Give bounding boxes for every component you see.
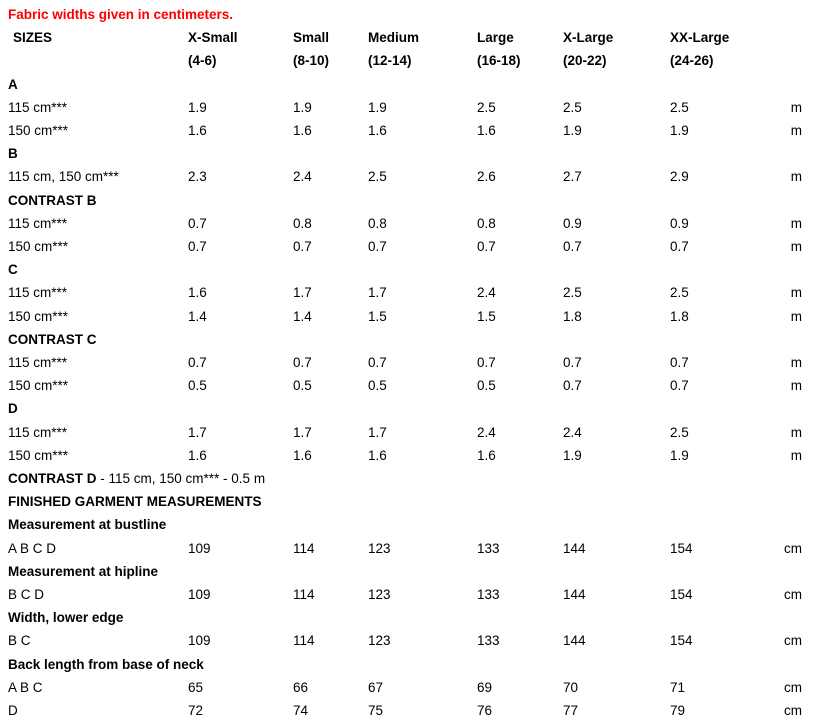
section-label: Back length from base of neck [8,656,204,672]
value-cell: 76 [477,703,493,719]
table-row [8,305,832,328]
value-cell: 0.7 [477,355,496,371]
size-range-header: (16-18) [477,53,521,69]
table-row [8,699,832,722]
value-cell: 0.8 [477,215,496,231]
size-column-header: Medium [368,30,420,46]
value-cell: 1.6 [188,447,207,463]
section-row [8,560,832,583]
value-cell: 144 [563,540,586,556]
unit-header-spacer [780,49,802,72]
value-cell: 0.9 [670,215,689,231]
value-cell: 123 [368,587,391,603]
value-cell: 1.7 [293,424,312,440]
value-cell: 2.9 [670,169,689,185]
unit-header [780,26,802,49]
note-bold-label: CONTRAST D [8,471,97,487]
row-label: 115 cm*** [8,285,68,301]
value-cell: 0.7 [188,215,207,231]
size-column-header: X-Small [188,30,238,46]
sizes-header: SIZES [13,30,53,46]
row-label: A B C [8,679,43,695]
value-cell: 0.7 [670,355,689,371]
note-text: - 115 cm, 150 cm*** - 0.5 m [96,471,266,487]
section-row [8,258,832,281]
size-range-header: (4-6) [188,53,217,69]
value-cell: 0.5 [188,378,207,394]
value-cell: 0.9 [563,215,582,231]
section-label: FINISHED GARMENT MEASUREMENTS [8,494,262,510]
value-cell: 0.7 [563,239,582,255]
value-cell: 0.7 [188,239,207,255]
section-row [8,142,832,165]
section-row [8,189,832,212]
section-row [8,606,832,629]
size-range-header: (12-14) [368,53,412,69]
table-row [8,676,832,699]
value-cell: 1.5 [368,308,387,324]
value-cell: 0.5 [293,378,312,394]
section-row [8,397,832,420]
value-cell: 70 [563,679,579,695]
unit-cell: m [790,123,802,139]
table-row [8,96,832,119]
value-cell: 1.6 [368,123,387,139]
unit-cell: cm [784,703,802,719]
value-cell: 72 [188,703,204,719]
size-table [8,26,832,722]
value-cell: 2.5 [563,285,582,301]
section-row [8,653,832,676]
value-cell: 2.5 [477,99,496,115]
value-cell: 1.7 [188,424,207,440]
unit-cell: cm [784,679,802,695]
value-cell: 2.4 [563,424,582,440]
value-cell: 0.5 [477,378,496,394]
section-row [8,490,832,513]
table-row [8,583,832,606]
value-cell: 1.6 [477,447,496,463]
unit-cell: m [790,308,802,324]
value-cell: 0.7 [293,239,312,255]
value-cell: 114 [293,633,315,649]
value-cell: 1.8 [563,308,582,324]
value-cell: 2.4 [293,169,312,185]
value-cell: 109 [188,540,211,556]
size-column-header: Large [477,30,514,46]
table-row [8,629,832,652]
value-cell: 65 [188,679,204,695]
section-row [8,328,832,351]
row-label: B C [8,633,31,649]
table-row [8,444,832,467]
value-cell: 1.9 [670,123,689,139]
value-cell: 2.6 [477,169,496,185]
row-label: 115 cm*** [8,215,68,231]
table-row [8,351,832,374]
value-cell: 1.7 [368,424,387,440]
row-label: 115 cm*** [8,355,68,371]
value-cell: 77 [563,703,579,719]
row-label: D [8,703,18,719]
value-cell: 0.8 [293,215,312,231]
value-cell: 1.9 [293,99,312,115]
value-cell: 1.6 [188,285,207,301]
value-cell: 114 [293,540,315,556]
table-header-row [8,26,832,49]
value-cell: 123 [368,633,391,649]
value-cell: 66 [293,679,309,695]
value-cell: 144 [563,633,586,649]
value-cell: 1.9 [670,447,689,463]
value-cell: 2.4 [477,285,496,301]
value-cell: 154 [670,633,693,649]
value-cell: 2.5 [670,424,689,440]
table-row [8,421,832,444]
table-size-range-row [8,49,832,72]
value-cell: 2.7 [563,169,582,185]
row-label: A B C D [8,540,57,556]
size-column-header: XX-Large [670,30,730,46]
value-cell: 0.5 [368,378,387,394]
table-row [8,374,832,397]
value-cell: 0.7 [368,239,387,255]
row-label: 150 cm*** [8,447,69,463]
value-cell: 2.5 [670,99,689,115]
unit-cell: m [790,215,802,231]
section-label: CONTRAST B [8,192,97,208]
value-cell: 1.6 [477,123,496,139]
unit-cell: m [790,99,802,115]
row-label: 150 cm*** [8,239,69,255]
value-cell: 0.7 [368,355,387,371]
value-cell: 1.6 [368,447,387,463]
value-cell: 1.5 [477,308,496,324]
section-row [8,513,832,536]
note-cell [8,467,802,490]
value-cell: 1.6 [293,123,312,139]
unit-cell: m [790,447,802,463]
row-label: 115 cm, 150 cm*** [8,169,119,185]
section-row [8,73,832,96]
row-label: B C D [8,587,45,603]
value-cell: 75 [368,703,384,719]
value-cell: 114 [293,587,315,603]
unit-cell: cm [784,633,802,649]
table-row [8,235,832,258]
size-range-header: (20-22) [563,53,607,69]
value-cell: 67 [368,679,384,695]
section-label: B [8,146,18,162]
section-label: C [8,262,18,278]
size-column-header: X-Large [563,30,614,46]
value-cell: 79 [670,703,686,719]
value-cell: 2.5 [670,285,689,301]
note-row [8,467,832,490]
value-cell: 154 [670,540,693,556]
value-cell: 0.7 [670,378,689,394]
value-cell: 0.7 [477,239,496,255]
table-row [8,537,832,560]
table-row [8,119,832,142]
value-cell: 0.7 [670,239,689,255]
value-cell: 0.8 [368,215,387,231]
value-cell: 133 [477,587,500,603]
unit-cell: m [790,285,802,301]
value-cell: 69 [477,679,493,695]
row-label: 150 cm*** [8,378,69,394]
value-cell: 1.7 [293,285,312,301]
value-cell: 133 [477,540,500,556]
unit-cell: cm [784,540,802,556]
value-cell: 1.6 [188,123,207,139]
value-cell: 123 [368,540,391,556]
value-cell: 0.7 [188,355,207,371]
value-cell: 1.4 [293,308,312,324]
value-cell: 1.4 [188,308,207,324]
value-cell: 1.9 [563,447,582,463]
value-cell: 1.6 [293,447,312,463]
unit-cell: m [790,239,802,255]
value-cell: 144 [563,587,586,603]
unit-cell: m [790,424,802,440]
value-cell: 2.3 [188,169,207,185]
value-cell: 1.9 [188,99,207,115]
value-cell: 1.7 [368,285,387,301]
row-label: 115 cm*** [8,99,68,115]
page-title: Fabric widths given in centimeters. [8,7,234,22]
value-cell: 1.9 [563,123,582,139]
value-cell: 109 [188,633,211,649]
value-cell: 71 [670,679,686,695]
value-cell: 2.5 [563,99,582,115]
size-column-header: Small [293,30,330,46]
unit-cell: cm [784,587,802,603]
row-label: 150 cm*** [8,123,69,139]
value-cell: 109 [188,587,211,603]
unit-cell: m [790,378,802,394]
unit-cell: m [790,169,802,185]
value-cell: 154 [670,587,693,603]
table-row [8,281,832,304]
value-cell: 0.7 [563,355,582,371]
section-label: Measurement at bustline [8,517,167,533]
table-row [8,165,832,188]
size-range-header: (24-26) [670,53,714,69]
section-label: A [8,76,18,92]
row-label: 115 cm*** [8,424,68,440]
value-cell: 74 [293,703,309,719]
size-range-spacer [8,49,188,72]
value-cell: 2.4 [477,424,496,440]
section-label: Width, lower edge [8,610,124,626]
value-cell: 0.7 [563,378,582,394]
section-label: CONTRAST C [8,331,97,347]
size-range-header: (8-10) [293,53,330,69]
value-cell: 1.9 [368,99,387,115]
value-cell: 133 [477,633,500,649]
value-cell: 1.8 [670,308,689,324]
section-label: Measurement at hipline [8,563,159,579]
unit-cell: m [790,355,802,371]
table-row [8,212,832,235]
row-label: 150 cm*** [8,308,69,324]
value-cell: 2.5 [368,169,387,185]
section-label: D [8,401,18,417]
value-cell: 0.7 [293,355,312,371]
